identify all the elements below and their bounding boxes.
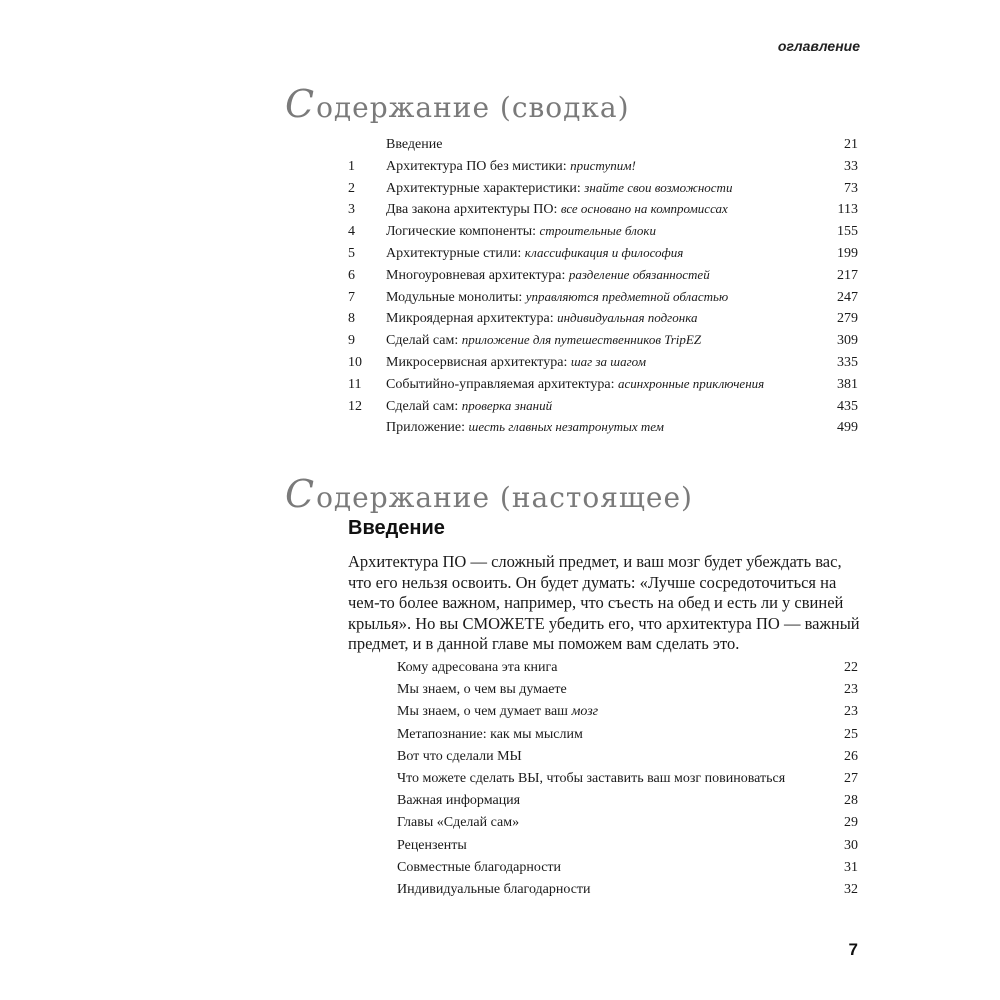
detail-toc-row[interactable] (397, 835, 858, 857)
chapter-number: 5 (348, 245, 355, 261)
summary-toc-row[interactable] (348, 374, 858, 396)
full-contents-title (285, 472, 693, 516)
section-page: 23 (844, 682, 858, 698)
chapter-page: 247 (837, 289, 858, 305)
chapter-subtitle: асинхронные приключения (618, 375, 765, 391)
chapter-number: 1 (348, 158, 355, 174)
chapter-subtitle: приступим! (570, 157, 636, 173)
summary-toc-row[interactable] (348, 221, 858, 243)
full-title-initial: С (285, 472, 316, 516)
chapter-title (386, 243, 818, 265)
section-title-main: Рецензенты (397, 837, 467, 853)
chapter-page: 279 (837, 311, 858, 327)
section-page: 31 (844, 859, 858, 875)
section-page: 32 (844, 882, 858, 898)
detail-toc-row[interactable] (397, 857, 858, 879)
section-page: 23 (844, 704, 858, 720)
section-title (397, 679, 818, 701)
section-page: 26 (844, 748, 858, 764)
section-title (397, 657, 818, 679)
section-title-italic: мозг (571, 704, 599, 720)
chapter-subtitle: шаг за шагом (570, 353, 646, 369)
chapter-title-main: Приложение: (386, 420, 466, 436)
chapter-title-main: Архитектурные характеристики: (386, 180, 581, 196)
summary-toc-row[interactable] (348, 417, 858, 439)
section-title (397, 790, 818, 812)
page-number: 7 (848, 940, 858, 959)
summary-toc-row[interactable] (348, 178, 858, 200)
intro-paragraph: Архитектура ПО — сложный предмет, и ваш мозг будет убеждать вас, что его нельзя освоить. Он будет думать: «Лучше сосредоточиться на чем-то более важном, например, что съесть на обед и есть ли у свиней крылья». Но вы СМОЖЕТЕ убедить его, что архитектура ПО — важный предмет, и в данной главе мы поможем вам сделать это. (348, 552, 860, 653)
chapter-title (386, 330, 818, 352)
chapter-page: 435 (837, 398, 858, 414)
chapter-subtitle: все основано на компромиссах (560, 201, 728, 217)
detail-toc-row[interactable] (397, 746, 858, 768)
summary-toc-row[interactable] (348, 330, 858, 352)
chapter-subtitle: классификация и философия (524, 244, 684, 260)
chapter-heading: Введение (348, 517, 445, 539)
chapter-subtitle: знайте свои возможности (584, 179, 733, 195)
section-title-main: Кому адресована эта книга (397, 660, 558, 675)
section-title (397, 857, 818, 879)
chapter-title-main: Событийно-управляемая архитектура: (386, 376, 615, 392)
chapter-number: 2 (348, 180, 355, 196)
full-title-text: одержание (настоящее) (316, 481, 693, 514)
summary-title-initial: С (285, 82, 316, 126)
section-page: 22 (844, 660, 858, 675)
section-page: 29 (844, 815, 858, 831)
detail-toc (397, 657, 858, 901)
section-title-main: Индивидуальные благодарности (397, 882, 591, 898)
chapter-title (386, 396, 818, 418)
section-title (397, 879, 818, 901)
chapter-subtitle: строительные блоки (539, 223, 656, 239)
chapter-number: 6 (348, 267, 355, 283)
chapter-title-main: Многоуровневая архитектура: (386, 267, 566, 283)
chapter-page: 155 (837, 224, 858, 240)
summary-toc-row[interactable] (348, 308, 858, 330)
chapter-subtitle: индивидуальная подгонка (557, 310, 698, 326)
chapter-title (386, 308, 818, 330)
section-title-main: Мы знаем, о чем вы думаете (397, 682, 567, 698)
section-title (397, 746, 818, 768)
chapter-title-main: Логические компоненты: (386, 224, 536, 240)
chapter-page: 73 (844, 180, 858, 196)
chapter-subtitle: шесть главных незатронутых тем (468, 419, 664, 435)
detail-toc-row[interactable] (397, 724, 858, 746)
chapter-subtitle: управляются предметной областью (525, 288, 729, 304)
section-title-main: Совместные благодарности (397, 859, 562, 875)
detail-toc-row[interactable] (397, 812, 858, 834)
chapter-subtitle: разделение обязанностей (568, 266, 710, 282)
chapter-page: 309 (837, 333, 858, 349)
section-page: 25 (844, 726, 858, 742)
running-head: оглавление (777, 38, 860, 54)
section-title-main: Мы знаем, о чем думает ваш (397, 704, 572, 720)
section-page: 30 (844, 837, 858, 853)
chapter-page: 199 (837, 245, 858, 261)
chapter-number: 11 (348, 376, 362, 392)
chapter-title (386, 352, 818, 374)
chapter-page: 499 (837, 420, 858, 436)
chapter-title (386, 199, 818, 221)
chapter-subtitle: проверка знаний (461, 397, 553, 413)
summary-toc-row[interactable] (348, 265, 858, 287)
section-page: 28 (844, 793, 858, 809)
chapter-title (386, 265, 818, 287)
detail-toc-row[interactable] (397, 679, 858, 701)
section-title (397, 724, 818, 746)
summary-toc-row[interactable] (348, 134, 858, 156)
section-title (397, 701, 818, 723)
chapter-title (386, 287, 818, 309)
summary-toc (348, 134, 858, 439)
summary-toc-row[interactable] (348, 352, 858, 374)
chapter-page: 335 (837, 354, 858, 370)
detail-toc-row[interactable] (397, 768, 858, 790)
chapter-title-main: Сделай сам: (386, 333, 459, 349)
detail-toc-row[interactable] (397, 879, 858, 901)
chapter-number: 4 (348, 224, 355, 240)
detail-toc-row[interactable] (397, 790, 858, 812)
section-title (397, 835, 818, 857)
chapter-title (386, 156, 818, 178)
chapter-title-main: Два закона архитектуры ПО: (386, 202, 558, 218)
summary-toc-row[interactable] (348, 396, 858, 418)
chapter-page: 217 (837, 267, 858, 283)
section-title-main: Что можете сделать ВЫ, чтобы заставить ваш мозг повиноваться (397, 771, 786, 787)
summary-title-text: одержание (сводка) (316, 91, 630, 124)
chapter-number: 3 (348, 202, 355, 218)
section-title-main: Метапознание: как мы мыслим (397, 726, 583, 742)
summary-toc-row[interactable] (348, 287, 858, 309)
chapter-title-main: Архитектура ПО без мистики: (386, 158, 567, 174)
chapter-number: 8 (348, 311, 355, 327)
chapter-title (386, 134, 818, 156)
chapter-title-main: Сделай сам: (386, 398, 459, 414)
section-page: 27 (844, 771, 858, 787)
chapter-page: 113 (837, 202, 858, 218)
chapter-page: 33 (844, 158, 858, 174)
chapter-page: 21 (844, 137, 858, 152)
chapter-title-main: Архитектурные стили: (386, 245, 522, 261)
detail-toc-row[interactable] (397, 701, 858, 723)
chapter-title (386, 178, 818, 200)
section-title (397, 812, 818, 834)
summary-toc-row[interactable] (348, 156, 858, 178)
chapter-title-main: Микроядерная архитектура: (386, 311, 554, 327)
chapter-number: 10 (348, 354, 362, 370)
chapter-title-main: Модульные монолиты: (386, 289, 523, 305)
chapter-number: 12 (348, 398, 362, 414)
section-title-main: Главы «Сделай сам» (397, 815, 520, 831)
section-title (397, 768, 818, 790)
summary-toc-row[interactable] (348, 243, 858, 265)
chapter-number: 9 (348, 333, 355, 349)
chapter-title (386, 374, 818, 396)
section-title-main: Важная информация (397, 793, 521, 809)
chapter-title-main: Введение (386, 137, 443, 152)
summary-toc-row[interactable] (348, 199, 858, 221)
chapter-title (386, 417, 818, 439)
chapter-page: 381 (837, 376, 858, 392)
section-title-main: Вот что сделали МЫ (397, 748, 522, 764)
chapter-subtitle: приложение для путешественников TripEZ (461, 332, 702, 348)
detail-toc-row[interactable] (397, 657, 858, 679)
chapter-number: 7 (348, 289, 355, 305)
summary-title (285, 82, 630, 126)
chapter-title-main: Микросервисная архитектура: (386, 354, 568, 370)
chapter-title (386, 221, 818, 243)
